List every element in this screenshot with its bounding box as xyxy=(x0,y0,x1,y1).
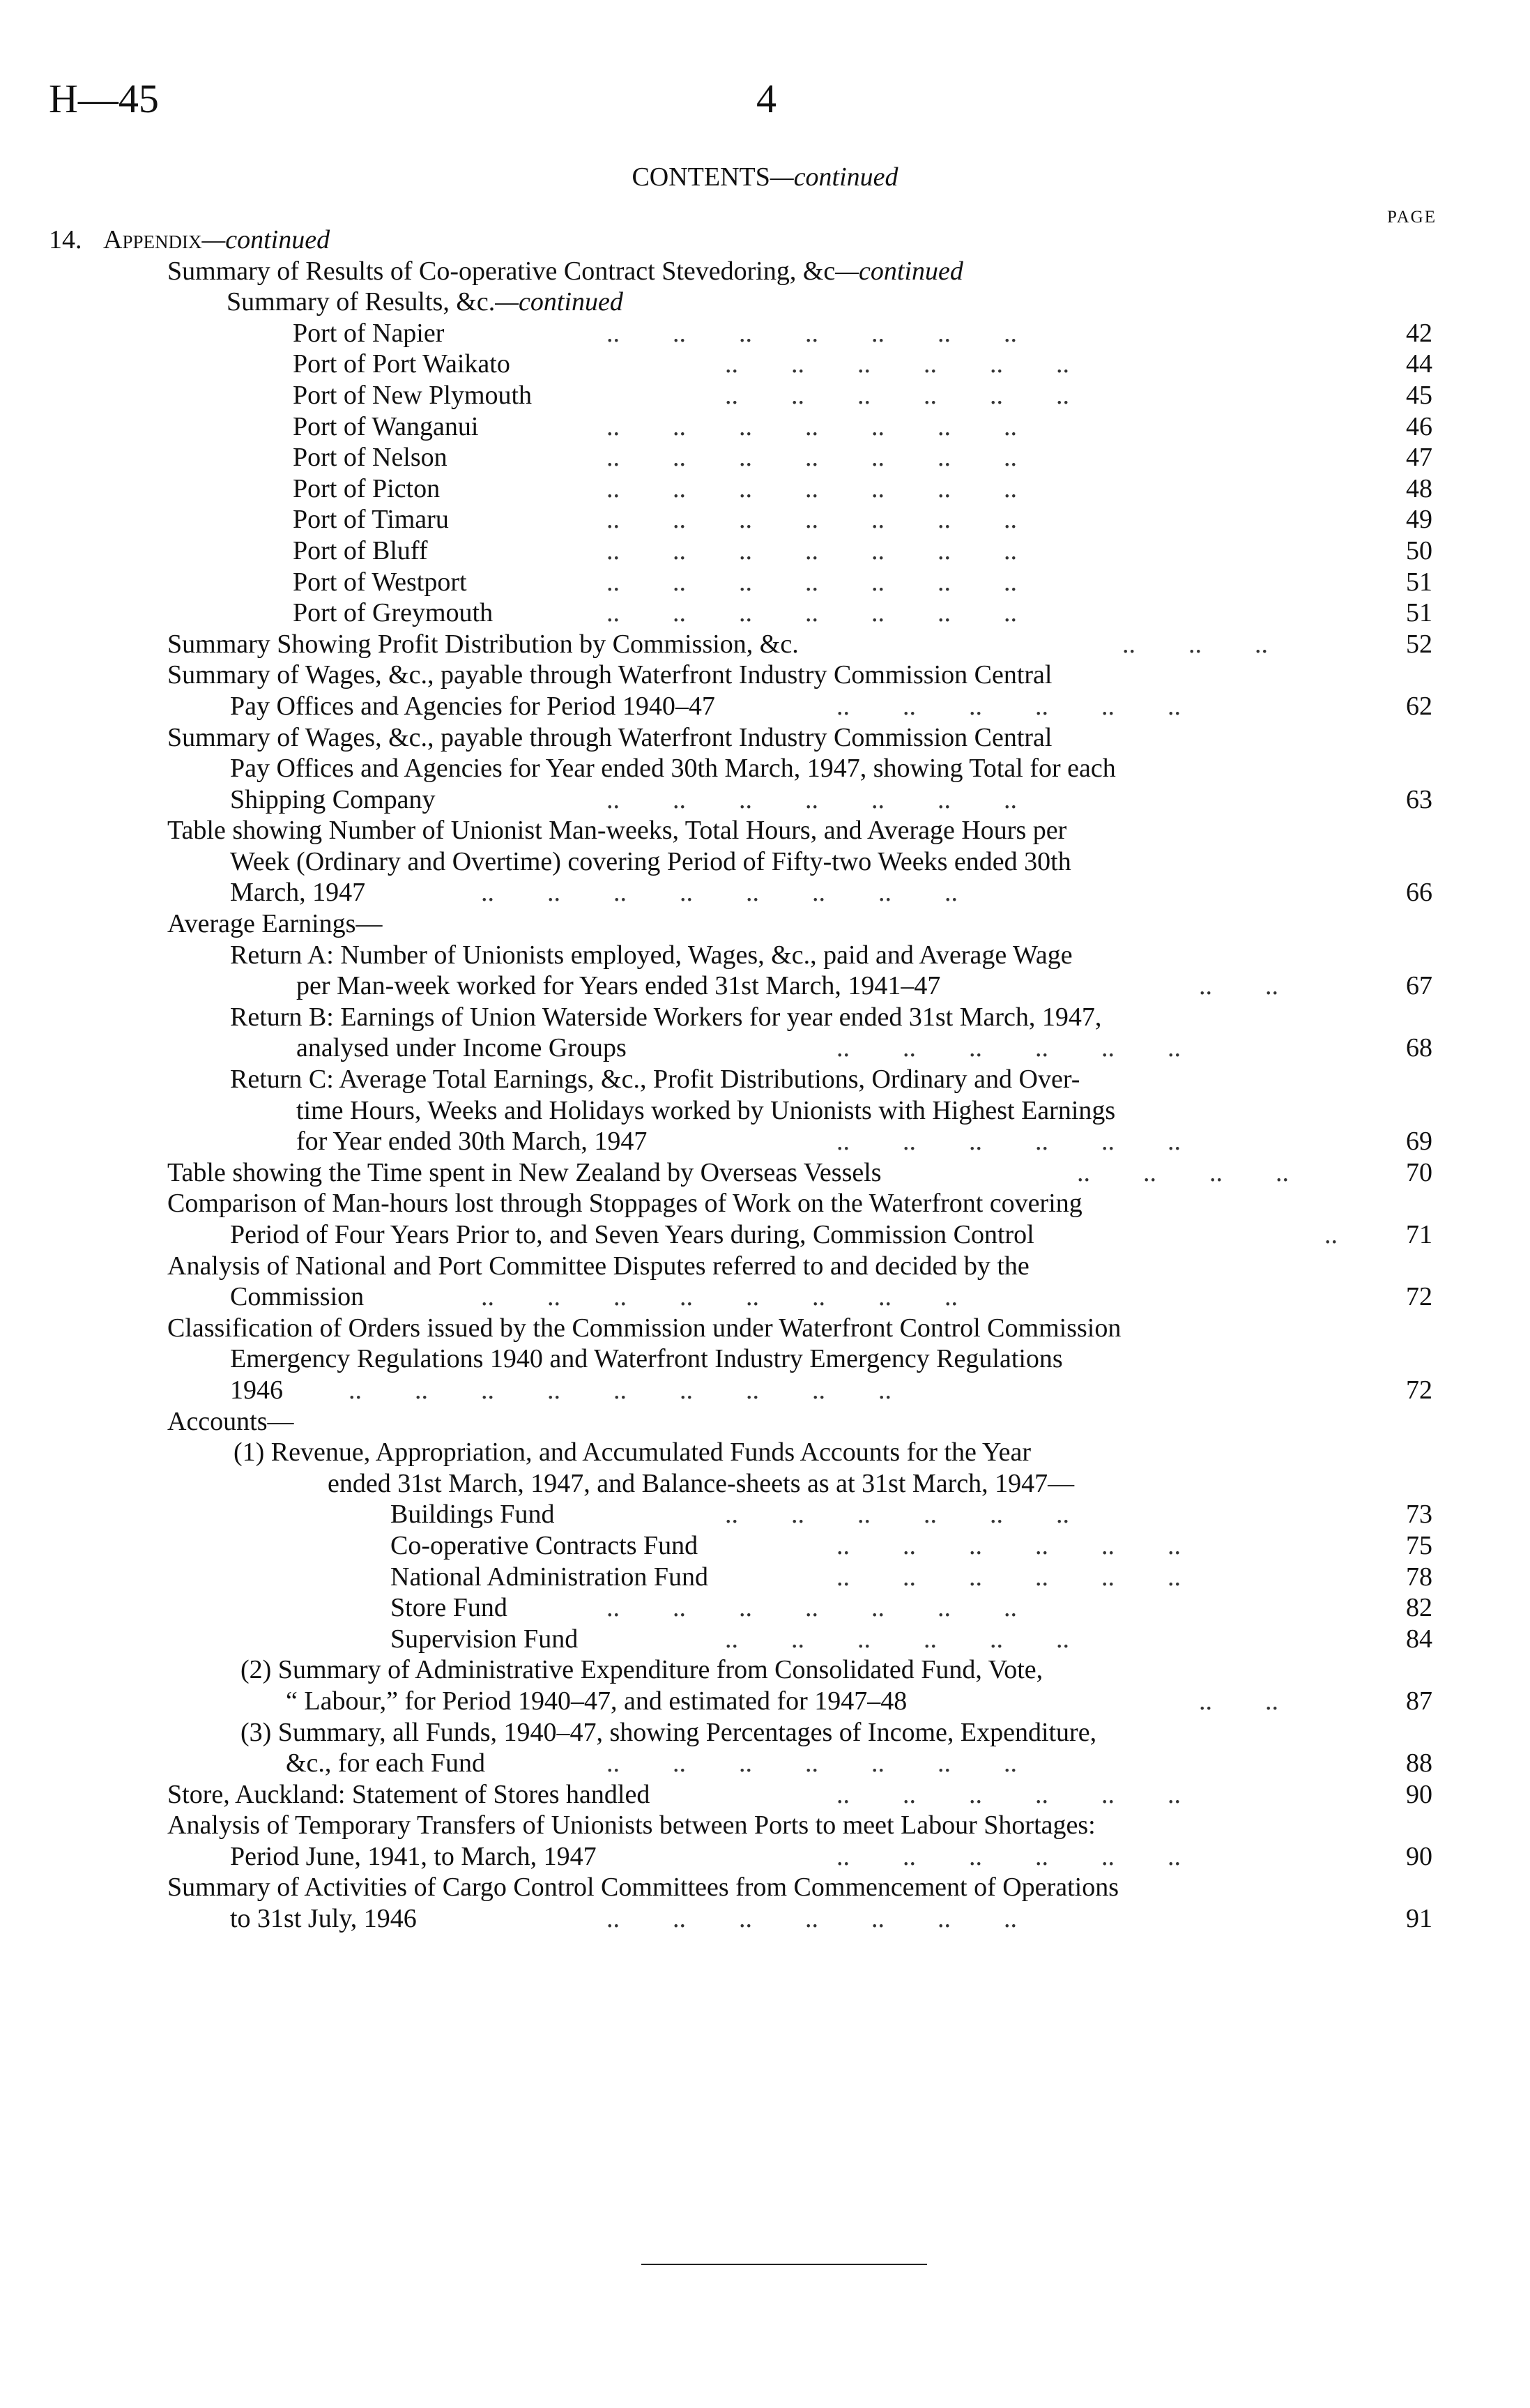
leader-dots: .. .. .. .. .. .. xyxy=(836,1779,1181,1809)
entry-text: Return C: Average Total Earnings, &c., Profit Distributions, Ordinary and Over- xyxy=(230,1065,1080,1095)
entry-suffix: —continued xyxy=(495,287,623,317)
leader-dots: .. .. .. .. xyxy=(1077,1157,1289,1187)
toc-entry xyxy=(0,1219,1530,1251)
toc-entry xyxy=(0,815,1530,846)
entry-text: Port of Port Waikato xyxy=(293,349,510,379)
toc-entry xyxy=(0,349,1530,380)
leader-dots: .. .. .. .. .. .. .. xyxy=(606,1748,1017,1778)
entry-text: Buildings Fund xyxy=(390,1500,555,1530)
toc-entry xyxy=(0,1188,1530,1219)
entry-page: 66 xyxy=(1406,878,1432,908)
entry-text: Supervision Fund xyxy=(390,1624,579,1654)
toc-entry xyxy=(0,1251,1530,1282)
toc-entry xyxy=(0,1624,1530,1655)
toc-entry xyxy=(0,1281,1530,1313)
entry-text: Port of Westport xyxy=(293,567,467,597)
entry-text: Return B: Earnings of Union Waterside Workers for year ended 31st March, 1947, xyxy=(230,1002,1102,1032)
entry-heading xyxy=(103,224,330,256)
entry-page: 91 xyxy=(1406,1904,1432,1934)
toc-entry xyxy=(0,411,1530,443)
entry-text: Table showing the Time spent in New Zealand by Overseas Vessels xyxy=(167,1157,882,1187)
entry-text: Summary of Wages, &c., payable through Waterfront Industry Commission Central xyxy=(167,660,1053,690)
entry-number: 14. xyxy=(49,225,82,254)
entry-page: 78 xyxy=(1406,1562,1432,1592)
entry-text: (1) Revenue, Appropriation, and Accumulated Funds Accounts for the Year xyxy=(234,1438,1031,1468)
toc-entry xyxy=(0,940,1530,971)
toc-entry xyxy=(0,1530,1530,1562)
page-column-label: PAGE xyxy=(1387,208,1437,227)
entry-page: 69 xyxy=(1406,1127,1432,1157)
toc-entry xyxy=(0,1343,1530,1375)
entry-text: Port of New Plymouth xyxy=(293,380,533,410)
toc-entry xyxy=(0,660,1530,691)
entry-heading xyxy=(167,256,963,287)
toc-entry xyxy=(0,1499,1530,1530)
entry-text: Port of Bluff xyxy=(293,535,428,565)
entry-page: 82 xyxy=(1406,1593,1432,1623)
leader-dots: .. .. xyxy=(1199,1686,1278,1716)
entry-page: 70 xyxy=(1406,1157,1432,1187)
leader-dots: .. .. .. .. .. .. .. xyxy=(606,567,1017,597)
entry-text: Analysis of Temporary Transfers of Unionists between Ports to meet Labour Shortages: xyxy=(167,1811,1096,1841)
page-number: 4 xyxy=(756,76,777,121)
entry-text: Accounts— xyxy=(167,1406,294,1436)
entry-page: 73 xyxy=(1406,1500,1432,1530)
end-rule xyxy=(641,2264,927,2265)
entry-page: 63 xyxy=(1406,784,1432,814)
leader-dots: .. .. xyxy=(1199,971,1278,1001)
toc-entry xyxy=(0,1375,1530,1406)
entry-text: Summary of Wages, &c., payable through Waterfront Industry Commission Central xyxy=(167,722,1053,752)
entry-page: 90 xyxy=(1406,1841,1432,1871)
toc-entry xyxy=(0,256,1530,287)
leader-dots: .. .. .. .. .. .. xyxy=(836,691,1181,721)
toc-entry xyxy=(0,567,1530,598)
leader-dots: .. .. .. .. .. .. .. xyxy=(606,443,1017,473)
entry-text: Port of Napier xyxy=(293,318,445,348)
leader-dots: .. .. .. .. .. .. xyxy=(836,1033,1181,1063)
entry-text: Summary Showing Profit Distribution by Commission, &c. xyxy=(167,629,799,659)
leader-dots: .. .. .. .. .. .. xyxy=(725,349,1069,379)
toc-entry xyxy=(0,318,1530,349)
page-title xyxy=(0,162,1530,192)
entry-page: 52 xyxy=(1406,629,1432,659)
leader-dots: .. .. .. .. .. .. .. xyxy=(606,473,1017,503)
leader-dots: .. .. .. .. .. .. xyxy=(836,1530,1181,1560)
toc-entry xyxy=(0,970,1530,1002)
leader-dots: .. .. .. xyxy=(1122,629,1268,659)
toc-entry xyxy=(0,1437,1530,1468)
toc-entry xyxy=(0,1032,1530,1064)
leader-dots: .. .. .. .. .. .. .. .. xyxy=(481,1282,958,1312)
leader-dots: .. .. .. .. .. .. xyxy=(836,1841,1181,1871)
leader-dots: .. .. .. .. .. .. xyxy=(725,1500,1069,1530)
entry-text: Classification of Orders issued by the Commission under Waterfront Control Commission xyxy=(167,1313,1122,1343)
toc-entry xyxy=(0,1841,1530,1873)
entry-text: Analysis of National and Port Committee Disputes referred to and decided by the xyxy=(167,1251,1030,1281)
toc-entry xyxy=(0,1592,1530,1624)
entry-text: Table showing Number of Unionist Man-weeks, Total Hours, and Average Hours per xyxy=(167,816,1067,846)
leader-dots: .. .. .. .. .. .. .. .. xyxy=(481,878,958,908)
toc-entry xyxy=(0,1779,1530,1811)
entry-text: “ Labour,” for Period 1940–47, and estimated for 1947–48 xyxy=(286,1686,908,1716)
entry-page: 50 xyxy=(1406,535,1432,565)
toc-entry xyxy=(0,1810,1530,1841)
toc-entry xyxy=(0,722,1530,754)
leader-dots: .. .. .. .. .. .. .. xyxy=(606,411,1017,441)
toc-entry xyxy=(0,442,1530,473)
toc-entry xyxy=(0,1686,1530,1717)
entry-page: 88 xyxy=(1406,1748,1432,1778)
toc-entry xyxy=(0,1126,1530,1157)
toc-entry xyxy=(0,1406,1530,1438)
entry-text: Summary of Activities of Cargo Control Committees from Commencement of Operations xyxy=(167,1873,1119,1903)
entry-page: 48 xyxy=(1406,473,1432,503)
entry-text: time Hours, Weeks and Holidays worked by Unionists with Highest Earnings xyxy=(296,1095,1116,1125)
entry-text: (2) Summary of Administrative Expenditure from Consolidated Fund, Vote, xyxy=(240,1655,1043,1685)
entry-page: 62 xyxy=(1406,691,1432,721)
leader-dots: .. .. .. .. .. .. xyxy=(836,1562,1181,1592)
entry-text: Commission xyxy=(230,1282,365,1312)
entry-suffix: —continued xyxy=(201,225,330,254)
entry-page: 87 xyxy=(1406,1686,1432,1716)
entry-page: 72 xyxy=(1406,1282,1432,1312)
entry-page: 67 xyxy=(1406,971,1432,1001)
entry-text: Co-operative Contracts Fund xyxy=(390,1530,698,1560)
entry-text: Average Earnings— xyxy=(167,909,383,939)
entry-text: Comparison of Man-hours lost through Stoppages of Work on the Waterfront covering xyxy=(167,1189,1083,1219)
leader-dots: .. .. .. .. .. .. xyxy=(836,1127,1181,1157)
entry-text: Summary of Results, &c. xyxy=(227,287,496,317)
toc-entry xyxy=(0,597,1530,629)
toc-entry xyxy=(0,1872,1530,1903)
entry-text: for Year ended 30th March, 1947 xyxy=(296,1127,648,1157)
leader-dots: .. .. .. .. .. .. xyxy=(725,380,1069,410)
entry-text: Shipping Company xyxy=(230,784,436,814)
toc-entry xyxy=(0,1064,1530,1095)
toc-entry xyxy=(0,691,1530,722)
entry-suffix: —continued xyxy=(835,256,963,286)
entry-text: Period June, 1941, to March, 1947 xyxy=(230,1841,597,1871)
entry-page: 51 xyxy=(1406,598,1432,628)
toc-entry xyxy=(0,877,1530,908)
title-main: CONTENTS xyxy=(632,162,770,192)
entry-text: Port of Nelson xyxy=(293,443,447,473)
toc-entry xyxy=(0,287,1530,318)
leader-dots: .. .. .. .. .. .. .. xyxy=(606,1904,1017,1934)
toc-entry xyxy=(0,908,1530,940)
entry-text: Pay Offices and Agencies for Period 1940–47 xyxy=(230,691,715,721)
entry-text: 1946 xyxy=(230,1375,283,1405)
toc-entry xyxy=(0,784,1530,816)
leader-dots: .. .. .. .. .. .. .. .. .. xyxy=(349,1375,892,1405)
leader-dots: .. .. .. .. .. .. .. xyxy=(606,1593,1017,1623)
toc-entry xyxy=(0,380,1530,411)
entry-page: 49 xyxy=(1406,505,1432,535)
toc-entry xyxy=(0,1903,1530,1935)
title-suffix: —continued xyxy=(770,162,898,192)
toc-entry xyxy=(0,1002,1530,1033)
entry-text: (3) Summary, all Funds, 1940–47, showing Percentages of Income, Expenditure, xyxy=(240,1717,1097,1747)
entry-page: 68 xyxy=(1406,1033,1432,1063)
leader-dots: .. xyxy=(1324,1220,1338,1249)
entry-text: Return A: Number of Unionists employed, Wages, &c., paid and Average Wage xyxy=(230,940,1073,970)
entry-page: 72 xyxy=(1406,1375,1432,1405)
toc-entry xyxy=(0,1313,1530,1344)
leader-dots: .. .. .. .. .. .. .. xyxy=(606,598,1017,628)
entry-page: 42 xyxy=(1406,318,1432,348)
toc-entry xyxy=(0,1562,1530,1593)
entry-page: 47 xyxy=(1406,443,1432,473)
entry-page: 45 xyxy=(1406,380,1432,410)
toc-entry xyxy=(0,504,1530,535)
entry-text: Port of Timaru xyxy=(293,505,449,535)
toc-entry xyxy=(0,1468,1530,1500)
toc-entry xyxy=(0,1717,1530,1748)
entry-text: ended 31st March, 1947, and Balance-sheets as at 31st March, 1947— xyxy=(328,1468,1075,1498)
leader-dots: .. .. .. .. .. .. .. xyxy=(606,535,1017,565)
entry-text: Port of Picton xyxy=(293,473,441,503)
toc-entry xyxy=(0,846,1530,878)
toc-entry xyxy=(0,1748,1530,1779)
leader-dots: .. .. .. .. .. .. .. xyxy=(606,784,1017,814)
entry-text: Emergency Regulations 1940 and Waterfront Industry Emergency Regulations xyxy=(230,1344,1063,1374)
entry-text: Port of Wanganui xyxy=(293,411,479,441)
entry-text: Port of Greymouth xyxy=(293,598,494,628)
toc-entry xyxy=(0,1157,1530,1189)
entry-text: Week (Ordinary and Overtime) covering Period of Fifty-two Weeks ended 30th xyxy=(230,846,1071,876)
entry-text: per Man-week worked for Years ended 31st March, 1941–47 xyxy=(296,971,941,1001)
toc-entry xyxy=(0,535,1530,567)
entry-text: Store, Auckland: Statement of Stores handled xyxy=(167,1779,650,1809)
entry-page: 46 xyxy=(1406,411,1432,441)
leader-dots: .. .. .. .. .. .. xyxy=(725,1624,1069,1654)
toc-entry xyxy=(0,753,1530,784)
entry-page: 75 xyxy=(1406,1530,1432,1560)
contents-list xyxy=(0,224,1530,1935)
entry-text: National Administration Fund xyxy=(390,1562,708,1592)
document-reference: H—45 xyxy=(49,76,159,121)
entry-text: Period of Four Years Prior to, and Seven Years during, Commission Control xyxy=(230,1220,1034,1249)
entry-label: Appendix xyxy=(103,225,202,254)
entry-text: &c., for each Fund xyxy=(286,1748,485,1778)
entry-text: Pay Offices and Agencies for Year ended 30th March, 1947, showing Total for each xyxy=(230,754,1116,784)
toc-entry xyxy=(0,1095,1530,1127)
entry-text: Store Fund xyxy=(390,1593,507,1623)
entry-page: 44 xyxy=(1406,349,1432,379)
leader-dots: .. .. .. .. .. .. .. xyxy=(606,318,1017,348)
toc-entry xyxy=(0,629,1530,660)
entry-text: Summary of Results of Co-operative Contract Stevedoring, &c xyxy=(167,256,836,286)
toc-entry xyxy=(0,224,1530,256)
entry-page: 84 xyxy=(1406,1624,1432,1654)
entry-text: March, 1947 xyxy=(230,878,366,908)
leader-dots: .. .. .. .. .. .. .. xyxy=(606,505,1017,535)
entry-text: analysed under Income Groups xyxy=(296,1033,627,1063)
entry-text: to 31st July, 1946 xyxy=(230,1904,417,1934)
toc-entry xyxy=(0,1654,1530,1686)
entry-page: 51 xyxy=(1406,567,1432,597)
toc-entry xyxy=(0,473,1530,505)
entry-page: 71 xyxy=(1406,1220,1432,1249)
entry-page: 90 xyxy=(1406,1779,1432,1809)
entry-heading xyxy=(227,287,623,318)
